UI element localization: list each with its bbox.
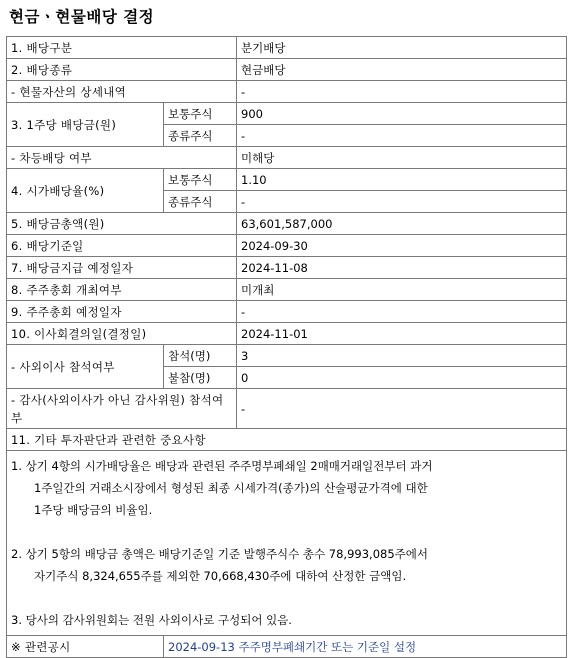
row-value-absent: 0 <box>237 367 567 389</box>
note-line: 1. 상기 4항의 시가배당율은 배당과 관련된 주주명부폐쇄일 2매매거래일전부터 과거 <box>11 459 433 473</box>
table-row <box>7 429 567 451</box>
row-label-agm-date: 9. 주주총회 예정일자 <box>7 301 237 323</box>
related-disclosure-link-cell <box>164 636 567 658</box>
row-label-payment-date: 7. 배당금지급 예정일자 <box>7 257 237 279</box>
row-sublabel-present: 참석(명) <box>164 345 237 367</box>
row-value-dividend-type: 분기배당 <box>237 37 567 59</box>
row-sublabel-preferred: 종류주식 <box>164 125 237 147</box>
row-sublabel-common: 보통주식 <box>164 103 237 125</box>
table-row <box>7 323 567 345</box>
row-value-yield-preferred: - <box>237 191 567 213</box>
row-label-differential: - 차등배당 여부 <box>7 147 237 169</box>
table-row <box>7 279 567 301</box>
table-row <box>7 389 567 429</box>
related-disclosure-link[interactable]: 2024-09-13 주주명부폐쇄기간 또는 기준일 설정 <box>168 639 417 654</box>
table-row <box>7 345 567 367</box>
related-disclosure-label: ※ 관련공시 <box>7 636 164 658</box>
row-sublabel-preferred: 종류주식 <box>164 191 237 213</box>
note-line: 3. 당사의 감사위원회는 전원 사외이사로 구성되어 있음. <box>11 613 292 627</box>
row-label-outside-directors: - 사외이사 참석여부 <box>7 345 164 389</box>
table-row <box>7 257 567 279</box>
row-label-yield: 4. 시가배당율(%) <box>7 169 164 213</box>
table-row <box>7 147 567 169</box>
table-row <box>7 37 567 59</box>
row-label-other-matters: 11. 기타 투자판단과 관련한 중요사항 <box>7 429 567 451</box>
notes-cell <box>7 451 567 636</box>
note-line: 1주일간의 거래소시장에서 형성된 최종 시세가격(종가)의 산술평균가격에 대한 <box>34 481 428 495</box>
row-label-agm-held: 8. 주주총회 개최여부 <box>7 279 237 301</box>
note-paragraph <box>11 455 560 521</box>
note-line: 2. 상기 5항의 배당금 총액은 배당기준일 기준 발행주식수 총수 78,993,085주에서 <box>11 547 428 561</box>
row-label-in-kind-detail: - 현물자산의 상세내역 <box>7 81 237 103</box>
note-line: 자기주식 8,324,655주를 제외한 70,668,430주에 대하여 산정한 금액임. <box>34 569 407 583</box>
table-row <box>7 169 567 191</box>
row-value-present: 3 <box>237 345 567 367</box>
row-label-total-dividend: 5. 배당금총액(원) <box>7 213 237 235</box>
row-value-in-kind-detail: - <box>237 81 567 103</box>
note-paragraph <box>11 609 560 631</box>
row-label-auditor-attendance: - 감사(사외이사가 아닌 감사위원) 참석여부 <box>7 389 237 429</box>
row-value-auditor-attendance: - <box>237 389 567 429</box>
row-value-dps-preferred: - <box>237 125 567 147</box>
table-row <box>7 235 567 257</box>
row-sublabel-absent: 불참(명) <box>164 367 237 389</box>
row-value-differential: 미해당 <box>237 147 567 169</box>
row-value-dps-common: 900 <box>237 103 567 125</box>
table-row <box>7 213 567 235</box>
row-label-dividend-type: 1. 배당구분 <box>7 37 237 59</box>
row-value-record-date: 2024-09-30 <box>237 235 567 257</box>
row-value-board-date: 2024-11-01 <box>237 323 567 345</box>
row-value-agm-date: - <box>237 301 567 323</box>
row-label-dps: 3. 1주당 배당금(원) <box>7 103 164 147</box>
row-value-agm-held: 미개최 <box>237 279 567 301</box>
row-sublabel-common: 보통주식 <box>164 169 237 191</box>
table-row <box>7 81 567 103</box>
row-value-yield-common: 1.10 <box>237 169 567 191</box>
disclosure-table <box>6 36 567 658</box>
row-value-payment-date: 2024-11-08 <box>237 257 567 279</box>
note-paragraph <box>11 543 560 587</box>
table-row <box>7 451 567 636</box>
row-label-record-date: 6. 배당기준일 <box>7 235 237 257</box>
page-title: 현금ㆍ현물배당 결정 <box>9 8 155 26</box>
row-value-dividend-kind: 현금배당 <box>237 59 567 81</box>
table-row <box>7 103 567 125</box>
table-row <box>7 301 567 323</box>
note-line: 1주당 배당금의 비율임. <box>34 503 153 517</box>
row-label-dividend-kind: 2. 배당종류 <box>7 59 237 81</box>
row-label-board-date: 10. 이사회결의일(결정일) <box>7 323 237 345</box>
table-row <box>7 636 567 658</box>
table-row <box>7 59 567 81</box>
row-value-total-dividend: 63,601,587,000 <box>237 213 567 235</box>
